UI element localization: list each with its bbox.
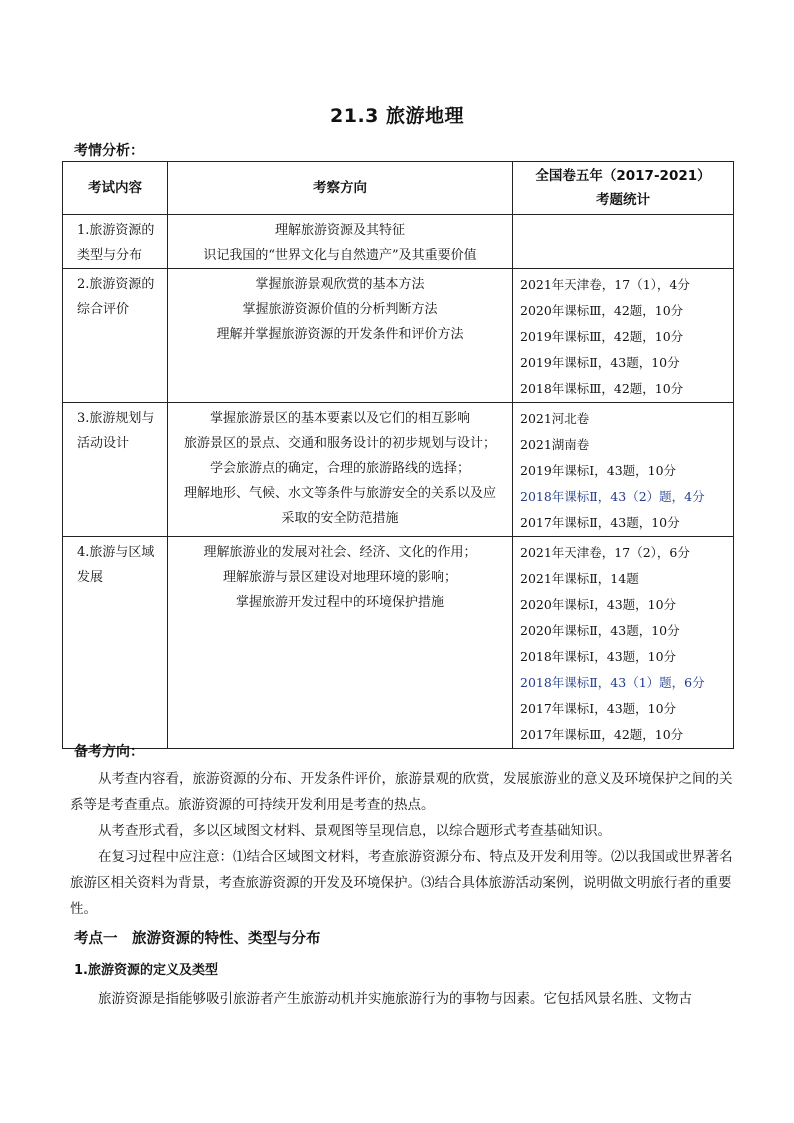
stat-line: 2018年课标Ⅱ，43（1）题，6分 bbox=[520, 675, 705, 690]
stat-line: 2019年课标Ⅲ，42题，10分 bbox=[520, 329, 684, 344]
row-content bbox=[63, 403, 168, 537]
table-row bbox=[63, 269, 734, 403]
row-content-line: 1.旅游资源的 bbox=[77, 223, 155, 238]
row-content-line: 活动设计 bbox=[77, 436, 130, 451]
paragraph-content-focus: 从考查内容看，旅游资源的分布、开发条件评价，旅游景观的欣赏，发展旅游业的意义及环境保护之间的关系等是考查重点。旅游资源的可持续开发利用是考查的热点。 bbox=[70, 771, 733, 813]
row-content bbox=[63, 269, 168, 403]
direction-line: 掌握旅游资源价值的分析判断方法 bbox=[242, 302, 438, 317]
row-stats bbox=[513, 403, 734, 537]
paragraph-review-notes: 在复习过程中应注意：⑴结合区域图文材料，考查旅游资源分布、特点及开发利用等。⑵以我国或世界著名旅游区相关资料为背景，考查旅游资源的开发及环境保护。⑶结合具体旅游活动案例，说明做文明旅行者的重要性。 bbox=[70, 849, 733, 917]
stat-line: 2019年课标Ⅱ，43题，10分 bbox=[520, 355, 680, 370]
table-header-row bbox=[63, 162, 734, 215]
direction-line: 学会旅游点的确定，合理的旅游路线的选择； bbox=[209, 461, 470, 476]
heading-point-one: 考点一 旅游资源的特性、类型与分布 bbox=[74, 931, 321, 947]
row-content-line: 综合评价 bbox=[77, 302, 130, 317]
stat-line: 2021年天津卷，17（2），6分 bbox=[520, 545, 690, 560]
stat-line: 2020年课标Ⅱ，43题，10分 bbox=[520, 623, 680, 638]
row-direction bbox=[168, 269, 513, 403]
paragraph-format: 从考查形式看，多以区域图文材料、景观图等呈现信息，以综合题形式考查基础知识。 bbox=[98, 823, 611, 839]
stat-line: 2019年课标Ⅰ，43题，10分 bbox=[520, 463, 677, 478]
direction-line: 采取的安全防范措施 bbox=[281, 511, 399, 526]
row-content-line: 类型与分布 bbox=[77, 248, 143, 263]
row-content-line: 2.旅游资源的 bbox=[77, 277, 155, 292]
stat-line: 2018年课标Ⅱ，43（2）题，4分 bbox=[520, 489, 705, 504]
stat-line: 2021年天津卷，17（1），4分 bbox=[520, 277, 690, 292]
stat-line: 2017年课标Ⅱ，43题，10分 bbox=[520, 515, 680, 530]
direction-line: 掌握旅游开发过程中的环境保护措施 bbox=[235, 595, 444, 610]
row-content-line: 4.旅游与区域 bbox=[77, 545, 155, 560]
section-label-prep: 备考方向： bbox=[74, 744, 144, 760]
table-row bbox=[63, 403, 734, 537]
page-title: 21.3 旅游地理 bbox=[330, 105, 464, 127]
row-stats bbox=[513, 215, 734, 269]
direction-line: 理解并掌握旅游资源的开发条件和评价方法 bbox=[216, 327, 464, 342]
stat-line: 2017年课标Ⅲ，42题，10分 bbox=[520, 727, 684, 742]
header-direction: 考察方向 bbox=[168, 162, 513, 215]
stat-line: 2018年课标Ⅰ，43题，10分 bbox=[520, 649, 677, 664]
stat-line: 2021河北卷 bbox=[520, 411, 590, 426]
stat-line: 2021湖南卷 bbox=[520, 437, 590, 452]
direction-line: 旅游景区的景点、交通和服务设计的初步规划与设计； bbox=[183, 436, 496, 451]
table-row bbox=[63, 215, 734, 269]
row-content bbox=[63, 215, 168, 269]
header-content: 考试内容 bbox=[63, 162, 168, 215]
row-direction bbox=[168, 215, 513, 269]
stat-line: 2021年课标Ⅱ，14题 bbox=[520, 571, 639, 586]
direction-line: 理解旅游资源及其特征 bbox=[274, 223, 405, 238]
header-stats-line2: 考题统计 bbox=[596, 192, 650, 208]
row-content-line: 发展 bbox=[77, 570, 104, 585]
section-label-exam-analysis: 考情分析： bbox=[74, 143, 144, 159]
table-row bbox=[63, 537, 734, 749]
heading-definition: 1.旅游资源的定义及类型 bbox=[74, 963, 218, 978]
paragraph-definition: 旅游资源是指能够吸引旅游者产生旅游动机并实施旅游行为的事物与因素。它包括风景名胜、文物古 bbox=[98, 991, 692, 1007]
direction-line: 理解地形、气候、水文等条件与旅游安全的关系以及应 bbox=[183, 486, 496, 501]
direction-line: 理解旅游业的发展对社会、经济、文化的作用； bbox=[203, 545, 477, 560]
direction-line: 识记我国的“世界文化与自然遗产”及其重要价值 bbox=[203, 248, 477, 263]
row-stats bbox=[513, 269, 734, 403]
exam-analysis-table bbox=[62, 161, 734, 749]
header-stats-line1: 全国卷五年（2017-2021） bbox=[535, 168, 711, 184]
row-stats bbox=[513, 537, 734, 749]
header-stats bbox=[513, 162, 734, 215]
direction-line: 掌握旅游景观欣赏的基本方法 bbox=[255, 277, 425, 292]
stat-line: 2017年课标Ⅰ，43题，10分 bbox=[520, 701, 677, 716]
row-content-line: 3.旅游规划与 bbox=[77, 411, 155, 426]
direction-line: 理解旅游与景区建设对地理环境的影响； bbox=[222, 570, 457, 585]
stat-line: 2018年课标Ⅲ，42题，10分 bbox=[520, 381, 684, 396]
stat-line: 2020年课标Ⅰ，43题，10分 bbox=[520, 597, 677, 612]
direction-line: 掌握旅游景区的基本要素以及它们的相互影响 bbox=[209, 411, 470, 426]
row-content bbox=[63, 537, 168, 749]
row-direction bbox=[168, 403, 513, 537]
stat-line: 2020年课标Ⅲ，42题，10分 bbox=[520, 303, 684, 318]
row-direction bbox=[168, 537, 513, 749]
